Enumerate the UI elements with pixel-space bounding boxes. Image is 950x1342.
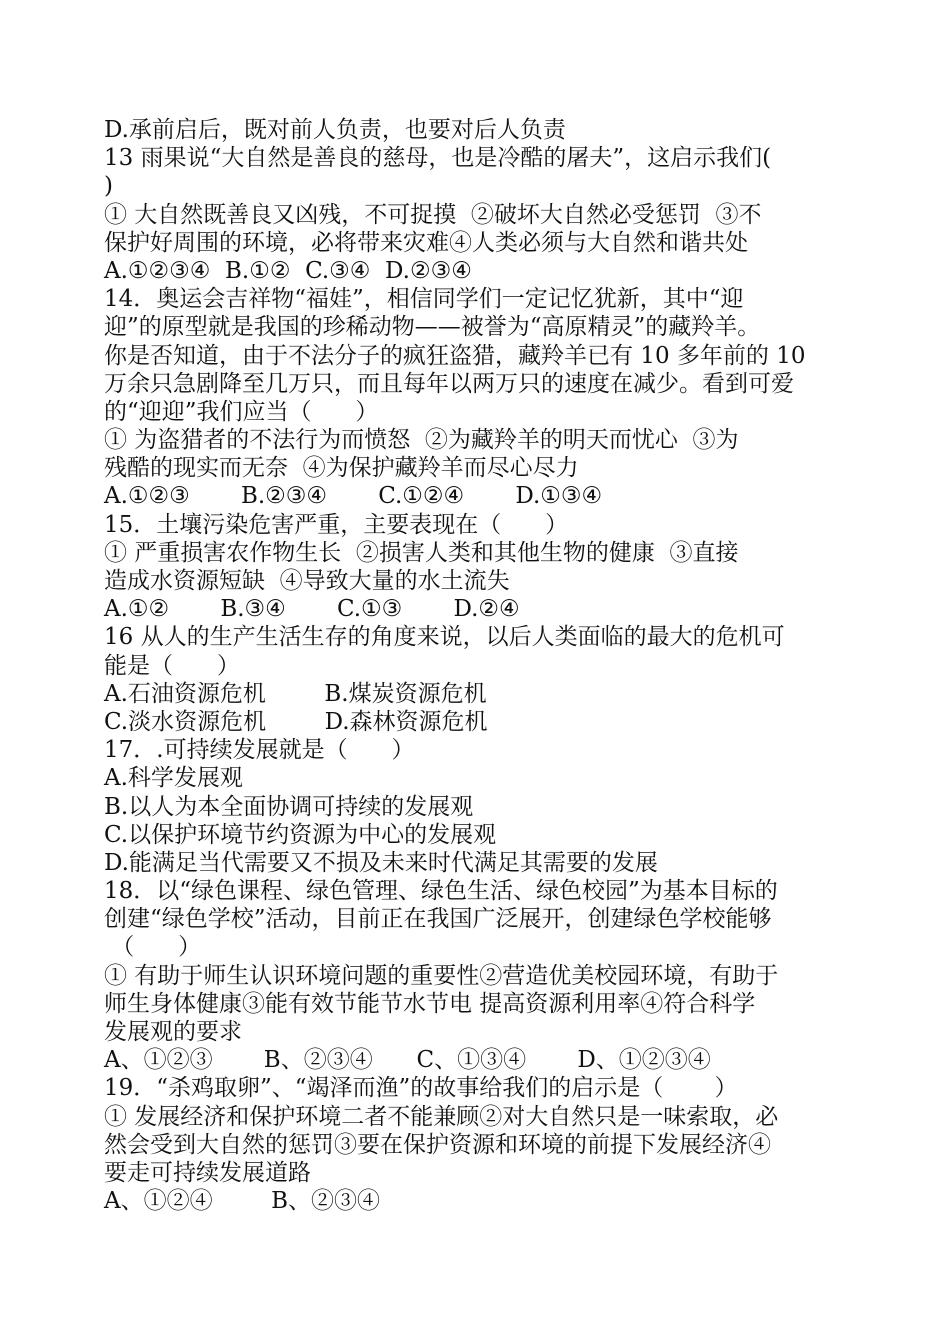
text-line: A.石油资源危机 B.煤炭资源危机 — [104, 680, 487, 707]
text-line: 然会受到大自然的惩罚③要在保护资源和环境的前提下发展经济④ — [104, 1131, 771, 1158]
text-line: A.①②③④ B.①② C.③④ D.②③④ — [104, 257, 472, 284]
text-line: ① 发展经济和保护环境二者不能兼顾②对大自然只是一味索取，必 — [104, 1103, 779, 1130]
text-line: 发展观的要求 — [104, 1019, 242, 1045]
text-line: 迎”的原型就是我国的珍稀动物——被誉为“高原精灵”的藏羚羊。 — [104, 314, 761, 341]
text-line: B.以人为本全面协调可持续的发展观 — [104, 793, 474, 820]
text-line: D.承前启后，既对前人负责，也要对后人负责 — [104, 117, 566, 143]
text-line: 14．奥运会吉祥物“福娃”，相信同学们一定记忆犹新，其中“迎 — [104, 286, 744, 313]
text-line: （ ） — [104, 934, 202, 961]
text-line: 15．土壤污染危害严重，主要表现在（ ） — [104, 511, 569, 538]
text-line: 创建“绿色学校”活动，目前正在我国广泛展开，创建绿色学校能够 — [104, 906, 772, 933]
text-line: 万余只急剧降至几万只，而且每年以两万只的速度在减少。看到可爱 — [104, 370, 794, 397]
text-line: 18．以“绿色课程、绿色管理、绿色生活、绿色校园”为基本目标的 — [104, 878, 778, 905]
text-line: 的“迎迎”我们应当（ ） — [104, 398, 379, 425]
text-line: C.以保护环境节约资源为中心的发展观 — [104, 821, 497, 848]
text-line: A.①②③ B.②③④ C.①②④ D.①③④ — [104, 483, 603, 510]
text-line: A、①②③ B、②③④ C、①③④ D、①②③④ — [104, 1047, 711, 1074]
text-line: 保护好周围的环境，必将带来灾难④人类必须与大自然和谐共处 — [104, 229, 748, 256]
text-line: A.科学发展观 — [104, 765, 243, 792]
text-line: 造成水资源短缺 ④导致大量的水土流失 — [104, 568, 510, 594]
text-line: 师生身体健康③能有效节能节水节电 提高资源利用率④符合科学 — [104, 990, 756, 1017]
text-line: 要走可持续发展道路 — [104, 1159, 311, 1186]
text-line: ① 大自然既善良又凶残，不可捉摸 ②破坏大自然必受惩罚 ③不 — [104, 201, 762, 228]
document-page — [104, 116, 864, 1215]
text-line: A、①②④ B、②③④ — [104, 1188, 380, 1215]
text-line: 17．.可持续发展就是（ ） — [104, 737, 415, 764]
text-line: A.①② B.③④ C.①③ D.②④ — [104, 596, 520, 623]
text-line: ① 为盗猎者的不法行为而愤怒 ②为藏羚羊的明天而忧心 ③为 — [104, 427, 739, 454]
text-line: C.淡水资源危机 D.森林资源危机 — [104, 708, 488, 735]
text-line: D.能满足当代需要又不损及未来时代满足其需要的发展 — [104, 849, 658, 876]
text-line: 19．“杀鸡取卵”、“竭泽而渔”的故事给我们的启示是（ ） — [104, 1075, 738, 1102]
text-line: ) — [104, 173, 113, 200]
text-line: 残酷的现实而无奈 ④为保护藏羚羊而尽心尽力 — [104, 455, 579, 482]
text-line: 你是否知道，由于不法分子的疯狂盗猎，藏羚羊已有 10 多年前的 10 — [104, 342, 806, 369]
text-line: 能是（ ） — [104, 652, 240, 679]
text-line: ① 严重损害农作物生长 ②损害人类和其他生物的健康 ③直接 — [104, 539, 739, 566]
text-line: 16 从人的生产生活生存的角度来说，以后人类面临的最大的危机可 — [104, 624, 785, 651]
text-line: ① 有助于师生认识环境问题的重要性②营造优美校园环境，有助于 — [104, 962, 779, 989]
text-line: 13 雨果说“大自然是善良的慈母，也是冷酷的屠夫”，这启示我们( — [104, 145, 772, 172]
